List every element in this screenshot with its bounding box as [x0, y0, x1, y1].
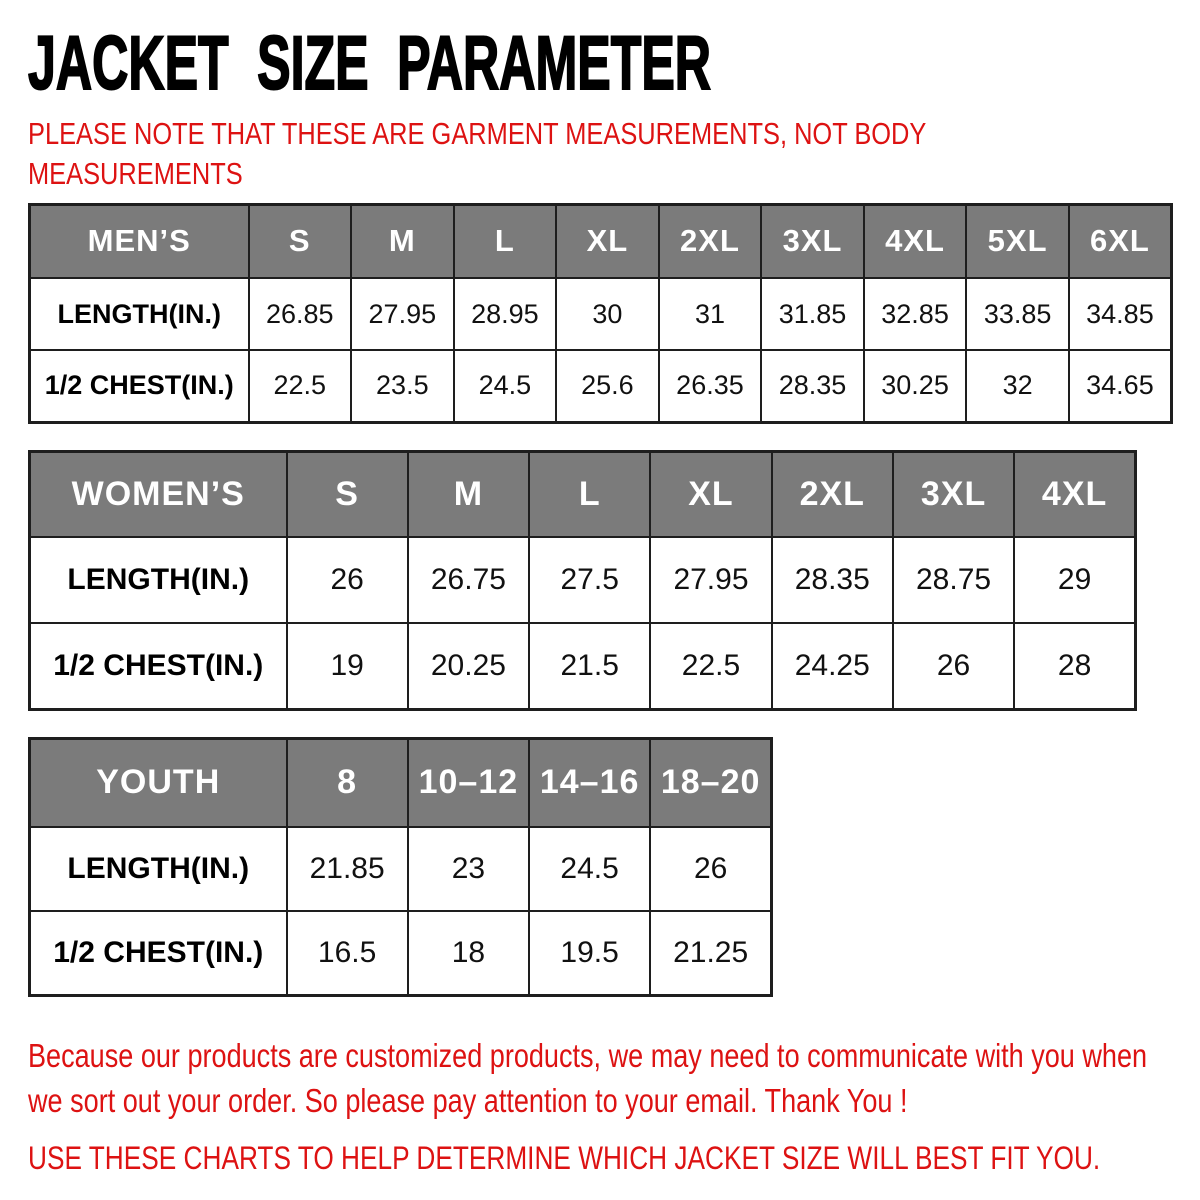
womens-value-cell: 26 — [893, 623, 1014, 709]
mens-value-cell: 30 — [556, 278, 659, 350]
mens-value-cell: 30.25 — [864, 350, 967, 422]
chart-usage-note-text: USE THESE CHARTS TO HELP DETERMINE WHICH JACKET SIZE WILL BEST FIT YOU. — [28, 1139, 1101, 1176]
mens-value-cell: 34.65 — [1069, 350, 1172, 422]
mens-size-header-cell: 4XL — [864, 204, 967, 278]
mens-value-cell: 26.35 — [659, 350, 762, 422]
youth-value-cell: 23 — [408, 827, 529, 911]
womens-size-header-cell: M — [408, 451, 529, 537]
womens-value-cell: 26.75 — [408, 537, 529, 623]
page-title — [28, 21, 1200, 106]
womens-size-header-cell: XL — [650, 451, 771, 537]
womens-value-cell: 27.5 — [529, 537, 650, 623]
mens-size-table — [28, 203, 1173, 424]
youth-size-table — [28, 737, 773, 997]
mens-value-cell: 22.5 — [249, 350, 352, 422]
mens-row-label-cell: 1/2 CHEST(IN.) — [30, 350, 249, 422]
womens-value-cell: 27.95 — [650, 537, 771, 623]
mens-size-header-cell: XL — [556, 204, 659, 278]
mens-value-cell: 23.5 — [351, 350, 454, 422]
mens-row-label-cell: LENGTH(IN.) — [30, 278, 249, 350]
mens-value-cell: 34.85 — [1069, 278, 1172, 350]
mens-size-header-cell: S — [249, 204, 352, 278]
womens-header-row — [30, 451, 1136, 537]
youth-value-cell: 16.5 — [287, 911, 408, 995]
youth-size-header-cell: 8 — [287, 738, 408, 827]
youth-size-header-cell: 14–16 — [529, 738, 650, 827]
womens-value-cell: 28.35 — [772, 537, 893, 623]
customization-notice-text: Because our products are customized products, we may need to communicate with you when we sort out your order. So please pay attention to your email. Thank You ! — [28, 1036, 1148, 1120]
womens-size-table — [28, 450, 1137, 711]
garment-measurement-note-text: PLEASE NOTE THAT THESE ARE GARMENT MEASUREMENTS, NOT BODY MEASUREMENTS — [28, 116, 926, 192]
mens-value-cell: 33.85 — [966, 278, 1069, 350]
womens-value-cell: 20.25 — [408, 623, 529, 709]
mens-size-header-cell: 5XL — [966, 204, 1069, 278]
size-parameter-page — [28, 21, 1200, 1179]
womens-size-header-cell: 2XL — [772, 451, 893, 537]
mens-value-cell: 32.85 — [864, 278, 967, 350]
youth-measurement-row — [30, 911, 772, 995]
youth-row-label-cell: 1/2 CHEST(IN.) — [30, 911, 287, 995]
mens-value-cell: 26.85 — [249, 278, 352, 350]
womens-size-table-section — [28, 450, 1200, 711]
womens-measurement-row — [30, 623, 1136, 709]
mens-value-cell: 32 — [966, 350, 1069, 422]
mens-size-header-cell: 6XL — [1069, 204, 1172, 278]
womens-size-header-cell: 3XL — [893, 451, 1014, 537]
womens-value-cell: 19 — [287, 623, 408, 709]
youth-value-cell: 26 — [650, 827, 771, 911]
mens-value-cell: 31 — [659, 278, 762, 350]
mens-size-table-section — [28, 203, 1200, 424]
womens-measurement-row — [30, 537, 1136, 623]
mens-value-cell: 27.95 — [351, 278, 454, 350]
mens-value-cell: 25.6 — [556, 350, 659, 422]
mens-size-header-cell: 2XL — [659, 204, 762, 278]
womens-row-label-cell: 1/2 CHEST(IN.) — [30, 623, 287, 709]
womens-value-cell: 22.5 — [650, 623, 771, 709]
youth-value-cell: 18 — [408, 911, 529, 995]
womens-group-header-cell: WOMEN’S — [30, 451, 287, 537]
womens-value-cell: 29 — [1014, 537, 1135, 623]
mens-size-header-cell: 3XL — [761, 204, 864, 278]
youth-row-label-cell: LENGTH(IN.) — [30, 827, 287, 911]
mens-header-row — [30, 204, 1172, 278]
womens-value-cell: 24.25 — [772, 623, 893, 709]
youth-size-table-section — [28, 737, 1200, 997]
mens-measurement-row — [30, 350, 1172, 422]
garment-measurement-note — [28, 114, 1200, 195]
womens-value-cell: 26 — [287, 537, 408, 623]
youth-header-row — [30, 738, 772, 827]
youth-measurement-row — [30, 827, 772, 911]
mens-size-header-cell: M — [351, 204, 454, 278]
mens-value-cell: 28.95 — [454, 278, 557, 350]
youth-value-cell: 19.5 — [529, 911, 650, 995]
youth-size-header-cell: 18–20 — [650, 738, 771, 827]
mens-group-header-cell: MEN’S — [30, 204, 249, 278]
womens-size-header-cell: 4XL — [1014, 451, 1135, 537]
customization-notice — [28, 1033, 1200, 1124]
mens-value-cell: 24.5 — [454, 350, 557, 422]
womens-value-cell: 28.75 — [893, 537, 1014, 623]
chart-usage-note — [28, 1138, 1200, 1180]
youth-value-cell: 21.85 — [287, 827, 408, 911]
mens-value-cell: 28.35 — [761, 350, 864, 422]
womens-row-label-cell: LENGTH(IN.) — [30, 537, 287, 623]
mens-value-cell: 31.85 — [761, 278, 864, 350]
youth-group-header-cell: YOUTH — [30, 738, 287, 827]
womens-size-header-cell: L — [529, 451, 650, 537]
youth-value-cell: 24.5 — [529, 827, 650, 911]
page-title-text: JACKET SIZE PARAMETER — [28, 21, 712, 106]
youth-value-cell: 21.25 — [650, 911, 771, 995]
womens-size-header-cell: S — [287, 451, 408, 537]
mens-size-header-cell: L — [454, 204, 557, 278]
womens-value-cell: 28 — [1014, 623, 1135, 709]
womens-value-cell: 21.5 — [529, 623, 650, 709]
youth-size-header-cell: 10–12 — [408, 738, 529, 827]
mens-measurement-row — [30, 278, 1172, 350]
